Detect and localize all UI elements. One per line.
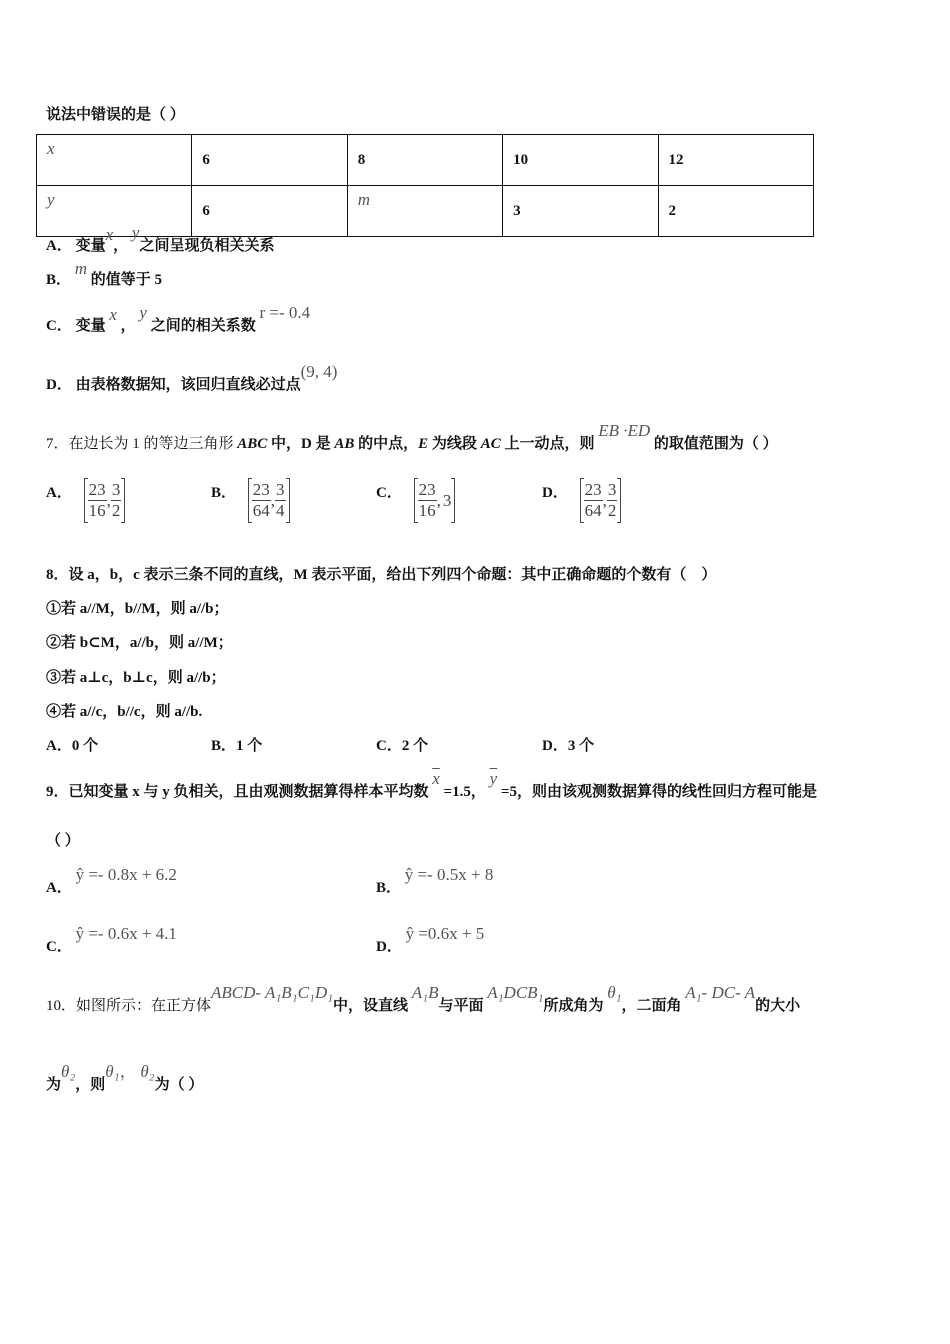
question-10-stem: 10．如图所示：在正方体ABCD- A₁B₁C₁D₁中，设直线 A₁B与平面 A₁DCB₁所成角为 θ₁，二面角 A₁- DC- A的大小	[46, 983, 801, 1014]
table-cell: 10	[503, 135, 658, 186]
table-cell: 2	[658, 186, 813, 237]
q8-option-a: A．0 个	[46, 738, 99, 754]
table-cell: x	[37, 135, 192, 186]
q9-option-c: C． ŷ =- 0.6x + 4.1	[46, 924, 177, 955]
table-cell: y	[37, 186, 192, 237]
table-cell: 6	[192, 135, 347, 186]
question-10-line-2: 为θ₂，则θ₁， θ₂为（ ）	[46, 1062, 204, 1093]
q7-option-a: A． $\frac{23}{16}$ , $\frac{3}{2}$	[46, 478, 125, 523]
question-intro: 说法中错误的是（ ）	[46, 107, 185, 123]
question-9-stem: 9．已知变量 x 与 y 负相关，且由观测数据算得样本平均数 $\overline{x} =1.5$， $\overline{y} =5$，则由该观测数据算得的线性回归方程可能是	[46, 769, 817, 800]
table-cell: 6	[192, 186, 347, 237]
table-cell: 3	[503, 186, 658, 237]
table-cell: 12	[658, 135, 813, 186]
proposition-3: ③若 a⊥c，b⊥c，则 a//b；	[46, 670, 226, 686]
question-8-stem: 8．设 a，b，c 表示三条不同的直线，M 表示平面，给出下列四个命题：其中正确命题的个数有（ ）	[46, 567, 717, 583]
table-row	[37, 186, 814, 237]
q8-option-c: C．2 个	[376, 738, 429, 754]
option-b: B． m 的值等于 5	[46, 259, 163, 288]
table-cell: 8	[347, 135, 502, 186]
q7-option-c: C． $\frac{23}{16}$ , 3	[376, 478, 455, 523]
option-a: A． 变量x， y之间呈现负相关关系	[46, 223, 275, 254]
question-9-paren: （ ）	[46, 833, 80, 849]
data-table	[36, 134, 814, 237]
proposition-2: ②若 b⊂M，a//b，则 a//M；	[46, 635, 233, 651]
proposition-1: ①若 a//M，b//M，则 a//b；	[46, 601, 229, 617]
q9-option-d: D． ŷ =0.6x + 5	[376, 924, 485, 955]
proposition-4: ④若 a//c，b//c，则 a//b.	[46, 704, 203, 720]
q7-option-d: D． $\frac{23}{64}$ , $\frac{3}{2}$	[542, 478, 621, 523]
option-c: C． 变量 x ， y 之间的相关系数 r =- 0.4	[46, 303, 311, 334]
option-d: D． 由表格数据知，该回归直线必过点(9, 4)	[46, 362, 338, 393]
q9-option-a: A． ŷ =- 0.8x + 6.2	[46, 865, 177, 896]
q8-option-b: B．1 个	[211, 738, 263, 754]
table-cell: m	[347, 186, 502, 237]
q7-option-b: B． $\frac{23}{64}$ , $\frac{3}{4}$	[211, 478, 290, 523]
question-7-stem: 7．在边长为 1 的等边三角形 ABC 中，D 是 AB 的中点，E 为线段 AC 上一动点，则 EB ·ED 的取值范围为（ ）	[46, 421, 778, 452]
table-row	[37, 135, 814, 186]
q8-option-d: D．3 个	[542, 738, 595, 754]
q9-option-b: B． ŷ =- 0.5x + 8	[376, 865, 494, 896]
